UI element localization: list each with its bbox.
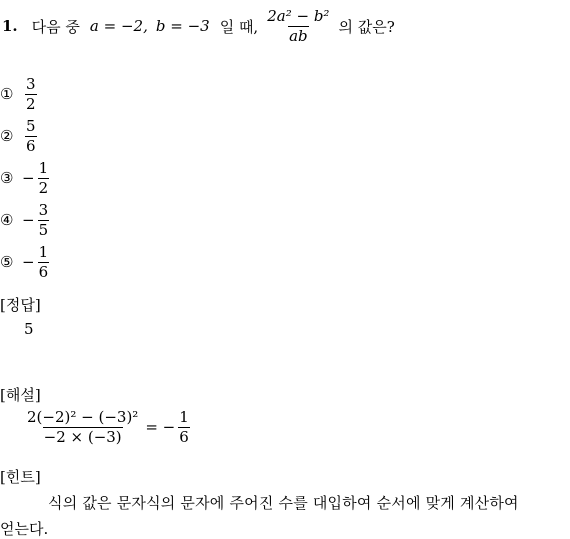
explanation-result xyxy=(178,407,190,446)
option-mark: ⑤ xyxy=(0,253,14,271)
option-denominator: 6 xyxy=(38,262,49,281)
expression-numerator: 2a² − b² xyxy=(267,6,330,25)
option-3[interactable] xyxy=(0,156,49,200)
explanation-equals: = − xyxy=(145,418,176,436)
option-numerator: 3 xyxy=(38,200,49,219)
option-fraction xyxy=(25,116,37,155)
option-numerator: 3 xyxy=(26,74,36,93)
question-expression xyxy=(266,6,330,45)
given-a: a = −2, xyxy=(89,17,148,35)
question-when: 일 때, xyxy=(219,17,259,36)
option-5[interactable] xyxy=(0,240,49,284)
option-sign: − xyxy=(22,169,35,187)
hint-line-2: 얻는다. xyxy=(0,520,49,538)
explanation-fraction xyxy=(26,407,139,446)
explanation-label: [해설] xyxy=(0,386,41,404)
result-numerator: 1 xyxy=(179,407,189,426)
option-sign: − xyxy=(22,253,35,271)
given-b: b = −3 xyxy=(155,17,210,35)
answer-label: [정답] xyxy=(0,296,41,314)
option-numerator: 5 xyxy=(26,116,36,135)
explanation-numerator: 2(−2)² − (−3)² xyxy=(27,407,139,426)
question-prefix: 다음 중 xyxy=(31,17,80,36)
explanation-equation xyxy=(26,404,190,450)
option-denominator: 2 xyxy=(26,94,36,113)
option-fraction xyxy=(25,74,37,113)
option-sign: − xyxy=(22,211,35,229)
question-line xyxy=(2,8,395,44)
option-numerator: 1 xyxy=(38,158,49,177)
option-fraction xyxy=(38,200,50,239)
hint-line-1: 식의 값은 문자식의 문자에 주어진 수를 대입하여 순서에 맞게 계산하여 xyxy=(48,494,519,512)
option-mark: ① xyxy=(0,85,14,103)
option-numerator: 1 xyxy=(38,242,49,261)
expression-denominator: ab xyxy=(289,26,308,45)
option-1[interactable] xyxy=(0,72,37,116)
option-mark: ④ xyxy=(0,211,14,229)
question-number: 1. xyxy=(2,17,18,35)
result-denominator: 6 xyxy=(179,427,189,446)
option-denominator: 6 xyxy=(26,136,36,155)
option-fraction xyxy=(38,242,50,281)
question-suffix: 의 값은? xyxy=(338,17,395,36)
explanation-denominator: −2 × (−3) xyxy=(43,427,122,446)
option-fraction xyxy=(38,158,50,197)
option-mark: ② xyxy=(0,127,14,145)
hint-label: [힌트] xyxy=(0,468,41,486)
option-mark: ③ xyxy=(0,169,14,187)
option-denominator: 2 xyxy=(38,178,49,197)
option-2[interactable] xyxy=(0,114,37,158)
option-denominator: 5 xyxy=(38,220,49,239)
answer-value: 5 xyxy=(24,320,34,338)
option-4[interactable] xyxy=(0,198,49,242)
